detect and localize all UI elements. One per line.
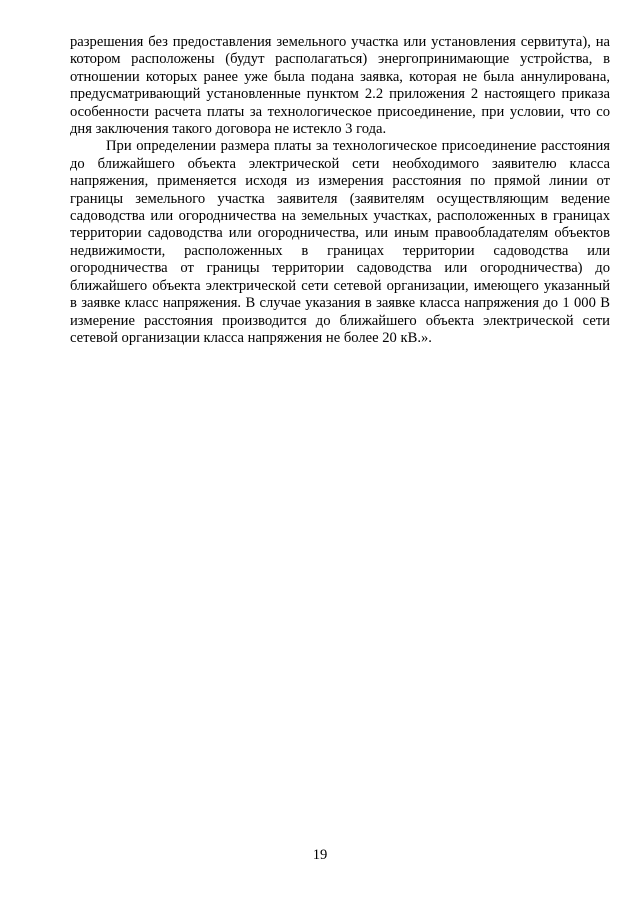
document-body: [70, 34, 610, 347]
paragraph-continuation: разрешения без предоставления земельного участка или установления сервитута), на котором расположены (будут располагаться) энергопринимающие устройства, в отношении которых ранее уже была подана заявка, которая не была аннулирована, предусматривающий установленные пунктом 2.2 приложения 2 настоящего приказа особенности расчета платы за технологическое присоединение, при условии, что со дня заключения такого договора не истекло 3 года.: [70, 34, 610, 138]
paragraph-fee-calculation: При определении размера платы за технологическое присоединение расстояния до ближайшего объекта электрической сети необходимого заявителю класса напряжения, применяется исходя из измерения расстояния по прямой линии от границы земельного участка заявителя (заявителям осуществляющим ведение садоводства или огородничества на земельных участках, расположенных в границах территории садоводства или огородничества, или иным правообладателям объектов недвижимости, расположенных в границах территории садоводства или огородничества от границы территории садоводства или огородничества) до ближайшего объекта электрической сети сетевой организации, имеющего указанный в заявке класс напряжения. В случае указания в заявке класса напряжения до 1 000 В измерение расстояния производится до ближайшего объекта электрической сети сетевой организации класса напряжения не более 20 кВ.».: [70, 138, 610, 346]
page-number: 19: [312, 847, 328, 863]
